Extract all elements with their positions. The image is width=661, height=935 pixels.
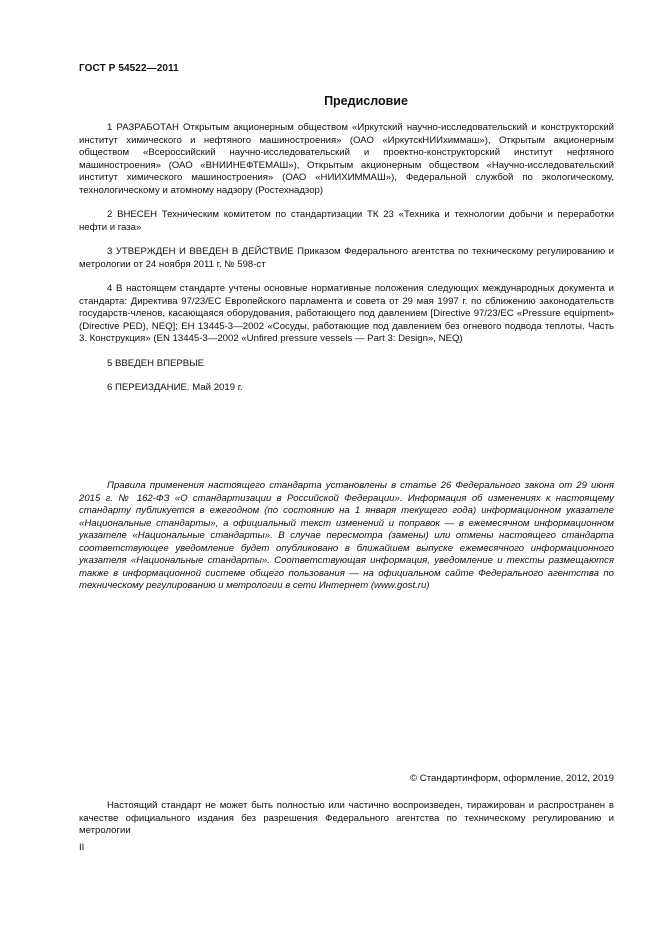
paragraph-approved: 3 УТВЕРЖДЕН И ВВЕДЕН В ДЕЙСТВИЕ Приказом Федерального агентства по техническому регулированию и метрологии от 24 ноября 2011 г. № 598-ст xyxy=(79,246,614,270)
standard-code: ГОСТ Р 54522—2011 xyxy=(79,63,179,74)
paragraph-introduced: 2 ВНЕСЕН Техническим комитетом по стандартизации ТК 23 «Техника и технологии добычи и переработки нефти и газа» xyxy=(79,209,614,233)
copyright-line: © Стандартинформ, оформление, 2012, 2019 xyxy=(410,773,614,784)
paragraph-reissue: 6 ПЕРЕИЗДАНИЕ. Май 2019 г. xyxy=(107,382,243,393)
paragraph-first-introduced: 5 ВВЕДЕН ВПЕРВЫЕ xyxy=(107,357,205,369)
page-number: II xyxy=(79,842,85,853)
paragraph-international-provisions: 4 В настоящем стандарте учтены основные нормативные положения следующих международных документа и стандарта: Директива 97/23/ЕС Европейского парламента и совета от 29 мая 1997 г. по сближению законодательств государств-членов, касающаяся оборудования, работающего под давлением [Directive 97/23/EC «Pressure equipment» (Directive PED), NEQ]; ЕН 13445-3—2002 «Сосуды, работающие под давлением без огневого подвода теплоты. Часть 3. Конструкция» (EN 13445-3—2002 «Unfired pressure vessels — Part 3: Design», NEQ) xyxy=(79,283,614,344)
application-rules-notice: Правила применения настоящего стандарта установлены в статье 26 Федерального закона от 29 июня 2015 г. № 162-ФЗ «О стандартизации в Российской Федерации». Информация об изменениях к настоящему стандарту публикуется в ежегодном (по состоянию на 1 января текущего года) информационном указателе «Национальные стандарты», а официальный текст изменений и поправок — в ежемесячном информационном указателе «Национальные стандарты». В случае пересмотра (замены) или отмены настоящего стандарта соответствующее уведомление будет опубликовано в ближайшем выпуске ежемесячного информационного указателя «Национальные стандарты». Соответствующая информация, уведомление и тексты размещаются также в информационной системе общего пользования — на официальном сайте Федерального агентства по техническому регулированию и метрологии в сети Интернет (www.gost.ru) xyxy=(79,480,614,591)
reproduction-notice: Настоящий стандарт не может быть полностью или частично воспроизведен, тиражирован и распространен в качестве официального издания без разрешения Федерального агентства по техническому регулированию и метрологии xyxy=(79,800,614,836)
paragraph-developed: 1 РАЗРАБОТАН Открытым акционерным обществом «Иркутский научно-исследовательский и конструкторский институт химического и нефтяного машиностроения» (ОАО «ИркутскНИИхиммаш»), Открытым акционерным обществом «Всероссийский научно-исследовательский и проектно-конструкторский институт нефтяного машиностроения» (ОАО «ВНИИНЕФТЕМАШ»), Открытым акционерным обществом «Научно-исследовательский институт химического машиностроения» (ОАО «НИИХИММАШ»), Федеральной службой по экологическому, технологическому и атомному надзору (Ростехнадзор) xyxy=(79,122,614,196)
section-title: Предисловие xyxy=(324,94,408,108)
preface-body xyxy=(79,122,614,407)
